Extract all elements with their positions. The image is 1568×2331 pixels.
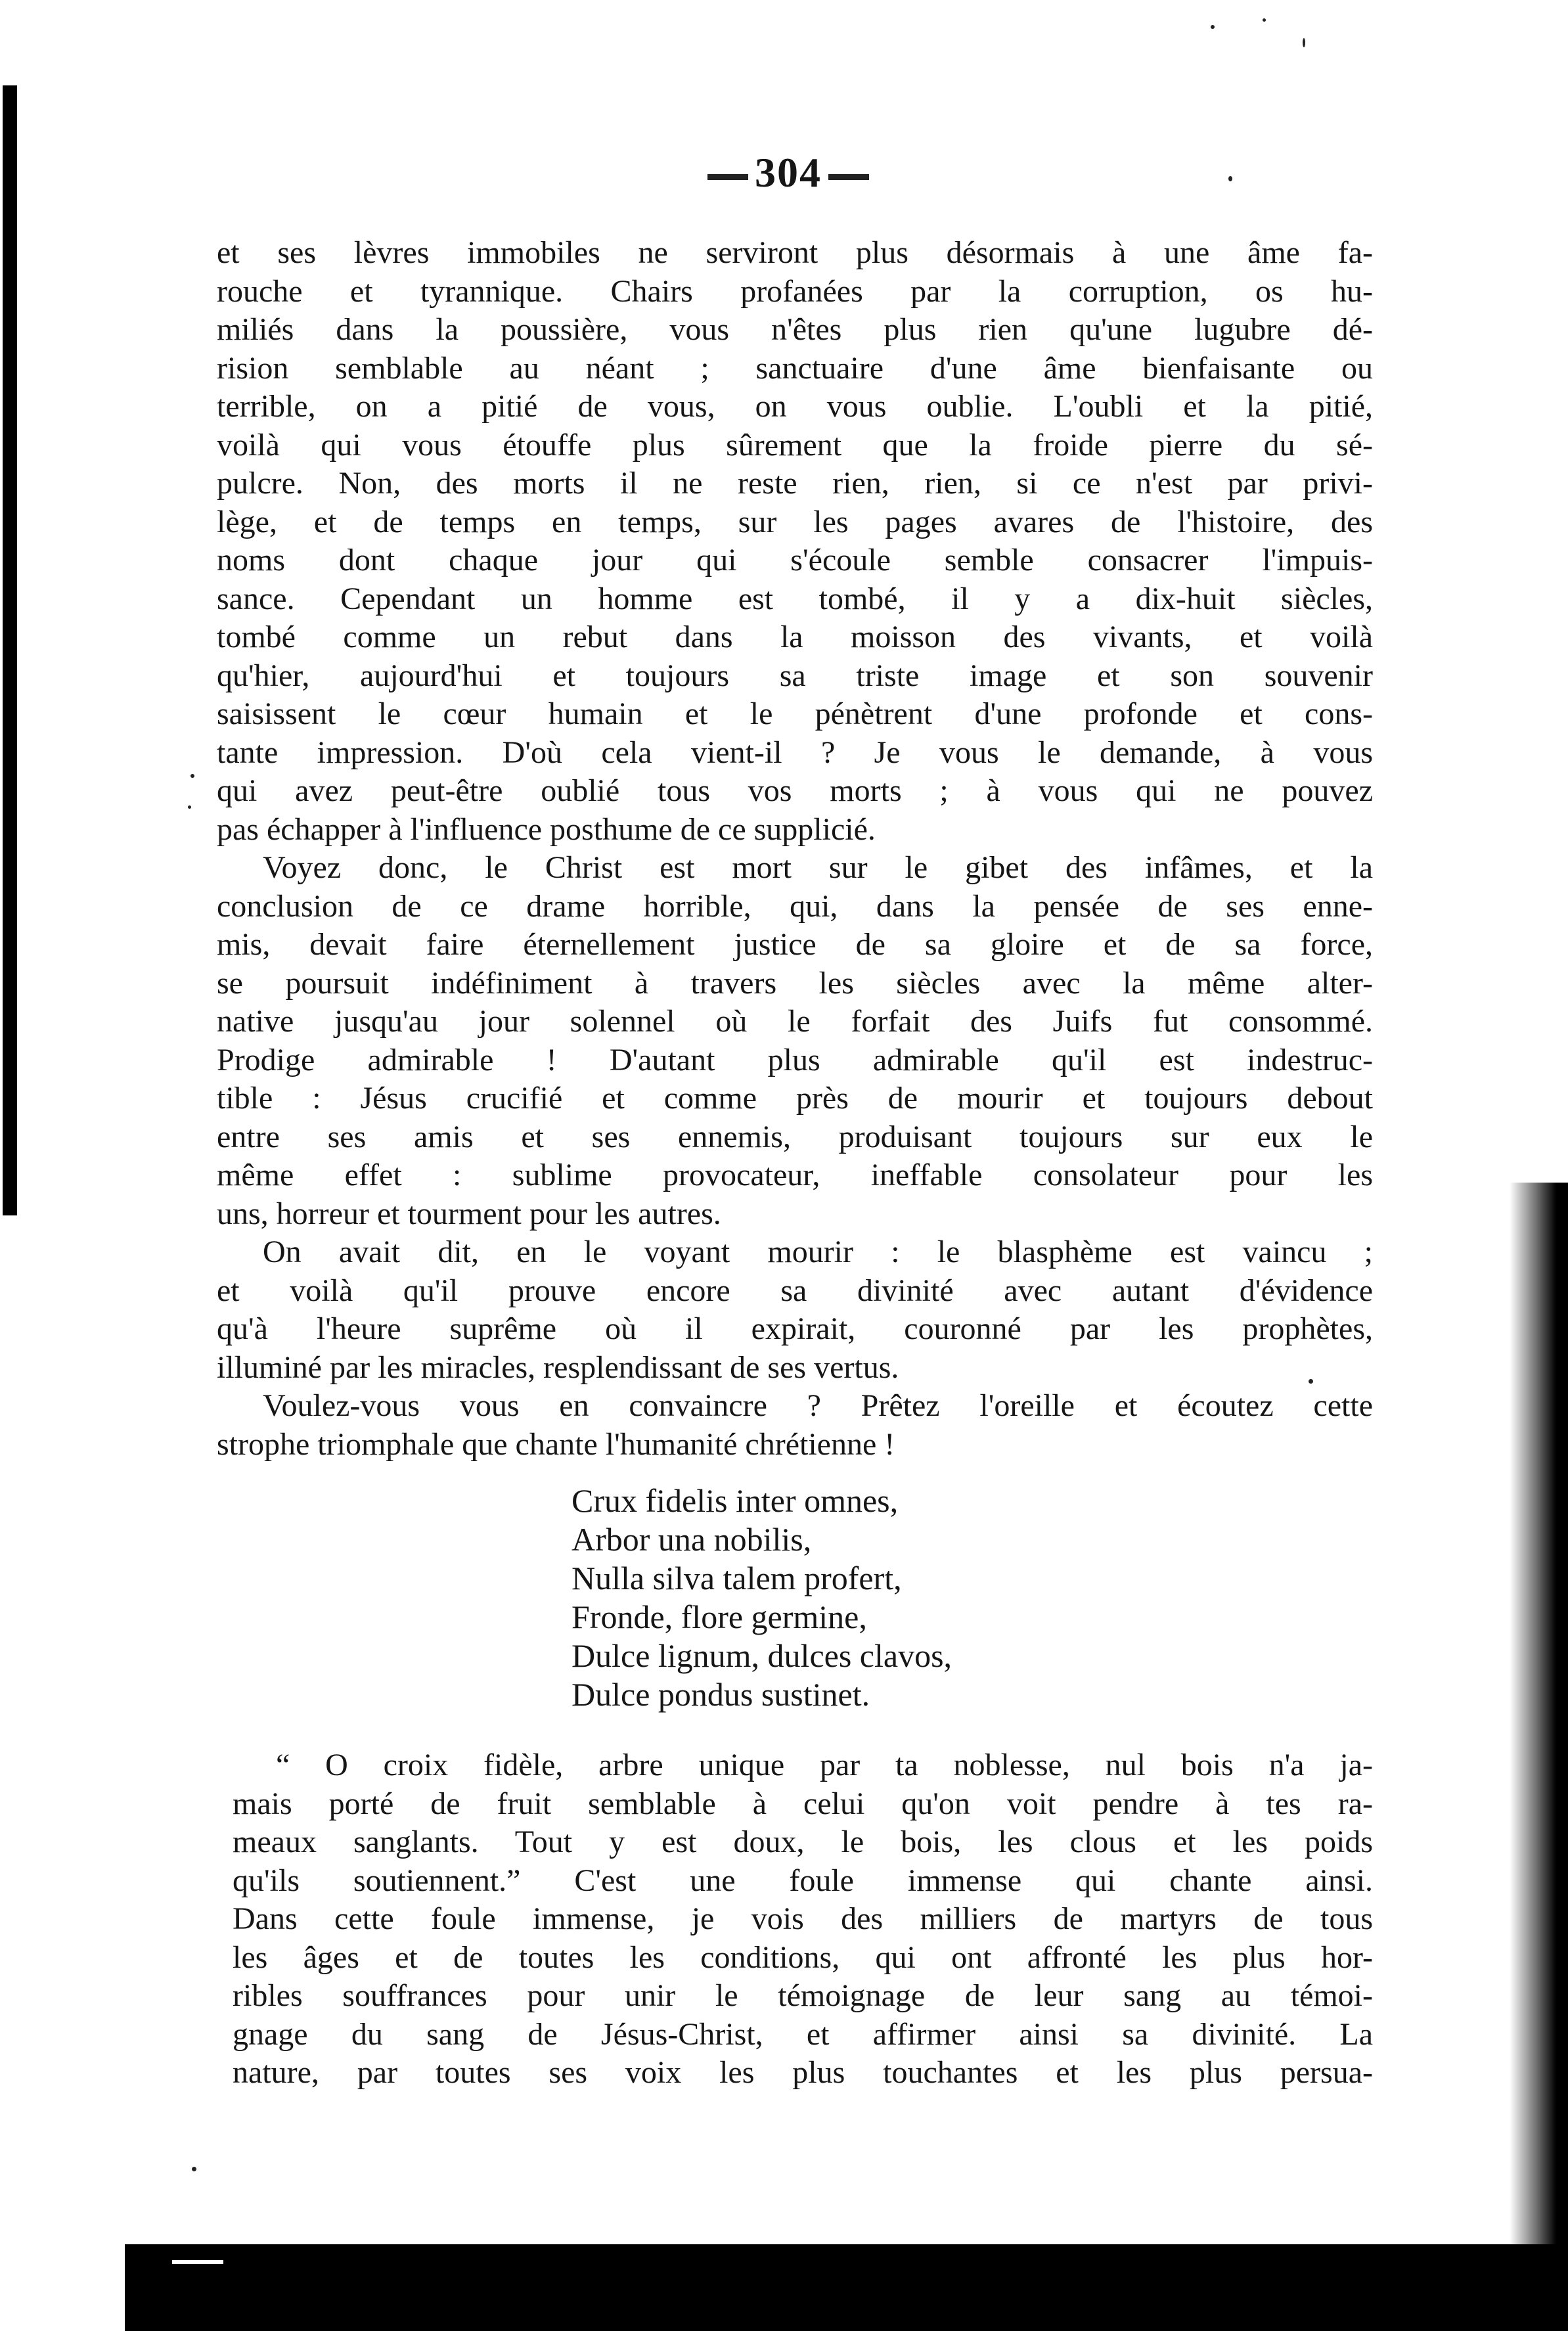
text-line: noms dont chaque jour qui s'écoule semble consacrer l'impuis- xyxy=(217,543,1373,577)
scan-speck xyxy=(1263,18,1266,22)
text-line: pulcre. Non, des morts il ne reste rien, rien, si ce n'est par privi- xyxy=(217,466,1373,501)
text-line: Dans cette foule immense, je vois des milliers de martyrs de tous xyxy=(233,1901,1373,1936)
text-line: et ses lèvres immobiles ne serviront plus désormais à une âme fa- xyxy=(217,235,1373,270)
text-line: même effet : sublime provocateur, ineffable consolateur pour les xyxy=(217,1158,1373,1192)
verse-line: Dulce pondus sustinet. xyxy=(571,1676,870,1713)
verse-line: Arbor una nobilis, xyxy=(571,1521,812,1558)
text-line: terrible, on a pitié de vous, on vous oublie. L'oubli et la pitié, xyxy=(217,389,1373,424)
text-line: pas échapper à l'influence posthume de ce supplicié. xyxy=(217,811,876,847)
page-number-text: 304 xyxy=(755,149,822,196)
text-line: nature, par toutes ses voix les plus touchantes et les plus persua- xyxy=(233,2055,1373,2090)
text-line: rision semblable au néant ; sanctuaire d'une âme bienfaisante ou xyxy=(217,350,1373,386)
text-line: les âges et de toutes les conditions, qui ont affronté les plus hor- xyxy=(233,1939,1373,1975)
scan-speck xyxy=(190,774,194,778)
text-line: conclusion de ce drame horrible, qui, dans la pensée de ses enne- xyxy=(217,888,1373,924)
scan-speck xyxy=(1228,176,1232,181)
text-line: miliés dans la poussière, vous n'êtes plus rien qu'une lugubre dé- xyxy=(217,312,1373,347)
text-line: native jusqu'au jour solennel où le forfait des Juifs fut consommé. xyxy=(217,1004,1373,1039)
text-line: rouche et tyrannique. Chairs profanées par la corruption, os hu- xyxy=(217,273,1373,309)
paragraph xyxy=(217,849,1373,1233)
verse-line: Nulla silva talem profert, xyxy=(571,1560,902,1596)
text-line: qu'hier, aujourd'hui et toujours sa triste image et son souvenir xyxy=(217,658,1373,693)
page-number-ornament-left xyxy=(707,174,748,180)
text-line: se poursuit indéfiniment à travers les siècles avec la même alter- xyxy=(217,965,1373,1001)
text-line: strophe triomphale que chante l'humanité chrétienne ! xyxy=(217,1426,895,1462)
page-number-ornament-right xyxy=(828,174,869,180)
paragraph xyxy=(217,1387,1373,1464)
page-number xyxy=(696,148,880,197)
text-line: ribles souffrances pour unir le témoignage de leur sang au témoi- xyxy=(233,1978,1373,2013)
scan-bottom-mark xyxy=(172,2260,223,2264)
text-line: gnage du sang de Jésus-Christ, et affirmer ainsi sa divinité. La xyxy=(233,2016,1373,2052)
text-line: meaux sanglants. Tout y est doux, le bois, les clous et les poids xyxy=(233,1824,1373,1859)
text-line: On avait dit, en le voyant mourir : le blasphème est vaincu ; xyxy=(263,1234,1373,1269)
scan-right-edge-shadow xyxy=(1510,1183,1568,2253)
text-line: voilà qui vous étouffe plus sûrement que la froide pierre du sé- xyxy=(217,427,1373,463)
body-text xyxy=(217,234,1373,1464)
scan-bottom-border xyxy=(125,2244,1568,2331)
text-line: tible : Jésus crucifié et comme près de mourir et toujours debout xyxy=(217,1081,1373,1116)
text-line: et voilà qu'il prouve encore sa divinité avec autant d'évidence xyxy=(217,1273,1373,1308)
scan-speck xyxy=(1303,38,1305,47)
text-line: Voulez-vous vous en convaincre ? Prêtez l'oreille et écoutez cette xyxy=(263,1388,1373,1423)
latin-verse xyxy=(571,1482,1163,1714)
text-line: Prodige admirable ! D'autant plus admirable qu'il est indestruc- xyxy=(217,1042,1373,1077)
text-line: saisissent le cœur humain et le pénètrent d'une profonde et cons- xyxy=(217,696,1373,731)
verse-line: Fronde, flore germine, xyxy=(571,1598,867,1635)
text-line: lège, et de temps en temps, sur les pages avares de l'histoire, des xyxy=(217,504,1373,539)
verse-line: Dulce lignum, dulces clavos, xyxy=(571,1637,952,1674)
translation-paragraph xyxy=(233,1746,1373,2093)
text-line: entre ses amis et ses ennemis, produisant toujours sur eux le xyxy=(217,1119,1373,1154)
text-line: uns, horreur et tourment pour les autres. xyxy=(217,1196,721,1231)
text-line: mis, devait faire éternellement justice de sa gloire et de sa force, xyxy=(217,927,1373,962)
text-line: “ O croix fidèle, arbre unique par ta noblesse, nul bois n'a ja- xyxy=(276,1748,1373,1782)
text-line: tante impression. D'où cela vient-il ? Je vous le demande, à vous xyxy=(217,735,1373,770)
text-line: Voyez donc, le Christ est mort sur le gibet des infâmes, et la xyxy=(263,850,1373,885)
text-line: qu'à l'heure suprême où il expirait, couronné par les prophètes, xyxy=(217,1311,1373,1346)
paragraph xyxy=(217,234,1373,849)
text-line: illuminé par les miracles, resplendissant de ses vertus. xyxy=(217,1349,899,1385)
text-line: mais porté de fruit semblable à celui qu'on voit pendre à tes ra- xyxy=(233,1786,1373,1821)
paragraph xyxy=(217,1233,1373,1387)
scan-speck xyxy=(1211,25,1215,29)
scan-speck xyxy=(188,805,191,809)
text-line: qu'ils soutiennent.” C'est une foule immense qui chante ainsi. xyxy=(233,1863,1373,1898)
scan-speck xyxy=(192,2167,196,2171)
verse-line: Crux fidelis inter omnes, xyxy=(571,1482,899,1519)
text-line: tombé comme un rebut dans la moisson des vivants, et voilà xyxy=(217,620,1373,654)
scan-left-border xyxy=(3,85,17,1215)
text-line: sance. Cependant un homme est tombé, il y a dix-huit siècles, xyxy=(217,581,1373,616)
text-line: qui avez peut-être oublié tous vos morts ; à vous qui ne pouvez xyxy=(217,773,1373,808)
